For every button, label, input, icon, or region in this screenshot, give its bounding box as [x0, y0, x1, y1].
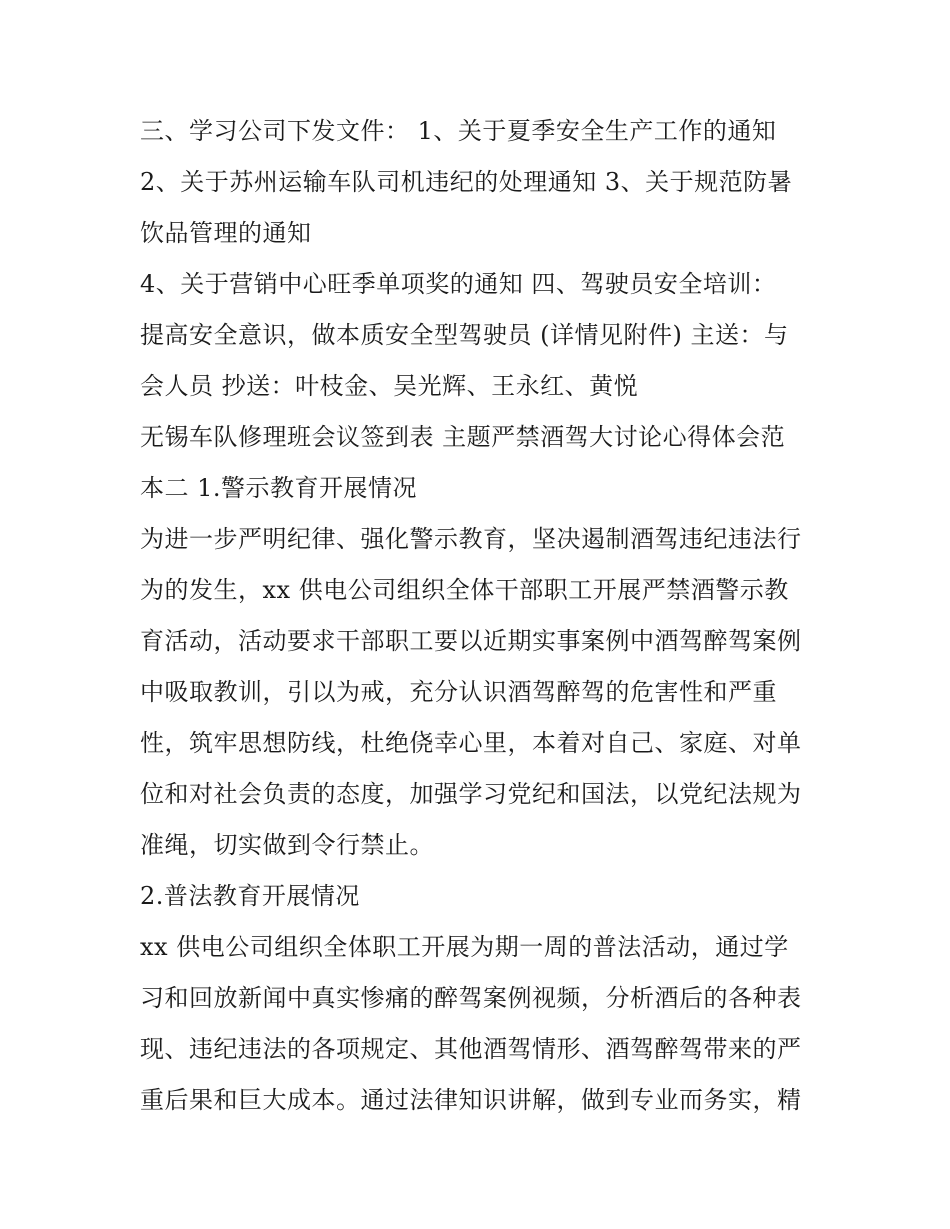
text-line: xx 供电公司组织全体职工开展为期一周的普法活动，通过学: [140, 933, 789, 961]
text-line: 位和对社会负责的态度，加强学习党纪和国法，以党纪法规为: [140, 780, 802, 808]
text-line: 2、关于苏州运输车队司机违纪的处理通知 3、关于规范防暑: [140, 168, 793, 196]
text-line: 性，筑牢思想防线，杜绝侥幸心里，本着对自己、家庭、对单: [140, 729, 802, 757]
document-body: [140, 106, 830, 1126]
text-line: 中吸取教训，引以为戒，充分认识酒驾醉驾的危害性和严重: [140, 678, 777, 706]
text-line: 准绳，切实做到令行禁止。: [140, 831, 434, 859]
text-line: 现、违纪违法的各项规定、其他酒驾情形、酒驾醉驾带来的严: [140, 1035, 802, 1063]
text-line: 饮品管理的通知: [140, 219, 312, 247]
text-line: 为进一步严明纪律、强化警示教育，坚决遏制酒驾违纪违法行: [140, 525, 802, 553]
text-line: 4、关于营销中心旺季单项奖的通知 四、驾驶员安全培训：: [140, 270, 777, 298]
text-line: 习和回放新闻中真实惨痛的醉驾案例视频，分析酒后的各种表: [140, 984, 802, 1012]
text-line: 重后果和巨大成本。通过法律知识讲解，做到专业而务实，精: [140, 1086, 802, 1114]
text-line: 为的发生，xx 供电公司组织全体干部职工开展严禁酒警示教: [140, 576, 789, 604]
section-heading: 2.普法教育开展情况: [140, 882, 360, 910]
text-line: 育活动，活动要求干部职工要以近期实事案例中酒驾醉驾案例: [140, 627, 802, 655]
section-heading: 本二 1.警示教育开展情况: [140, 474, 418, 502]
text-line: 无锡车队修理班会议签到表 主题严禁酒驾大讨论心得体会范: [140, 423, 786, 451]
text-line: 提高安全意识，做本质安全型驾驶员 (详情见附件) 主送：与: [140, 321, 789, 349]
text-line: 会人员 抄送：叶枝金、吴光辉、王永红、黄悦: [140, 372, 639, 400]
text-line: 三、学习公司下发文件： 1、关于夏季安全生产工作的通知: [140, 117, 777, 145]
